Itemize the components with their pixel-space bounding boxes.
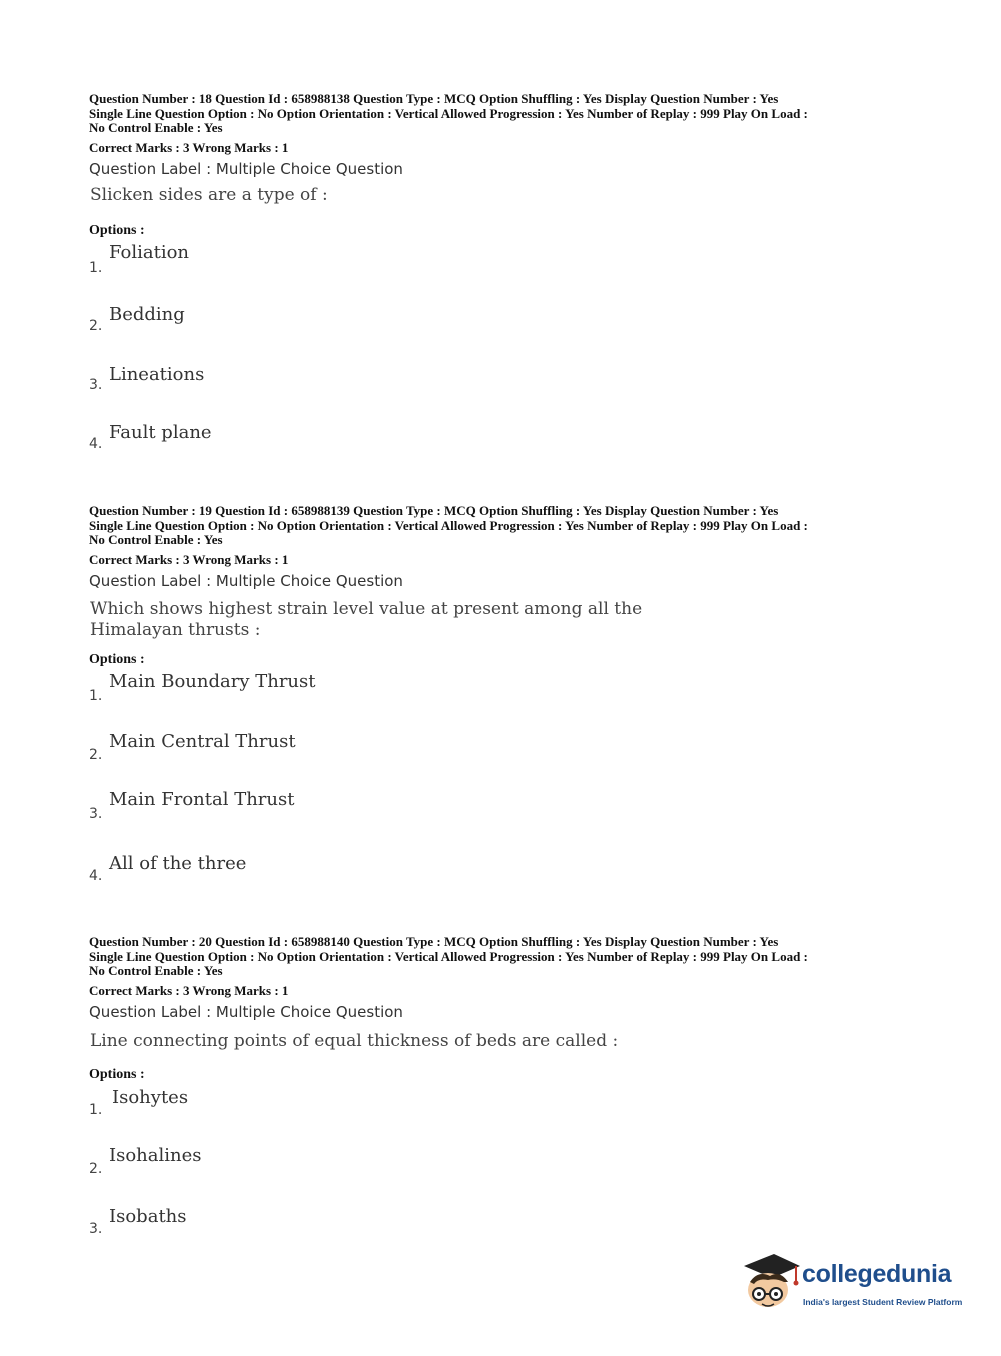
question-label: Question Label : Multiple Choice Question (89, 572, 403, 590)
option-text: Main Boundary Thrust (109, 671, 316, 692)
option-text: Isohytes (112, 1087, 189, 1108)
option-text: Lineations (109, 364, 205, 385)
option-number: 3. (89, 806, 103, 822)
option-text: Bedding (109, 304, 185, 325)
option-number: 3. (89, 1221, 103, 1237)
option-text: Foliation (109, 242, 190, 263)
logo-wordmark: collegedunia (802, 1260, 952, 1288)
option-number: 3. (89, 377, 103, 393)
options-heading: Options : (89, 652, 145, 667)
option-number: 4. (89, 868, 103, 884)
question-text: Line connecting points of equal thickness of beds are called : (90, 1031, 619, 1051)
option-number: 1. (89, 688, 103, 704)
question-meta: Question Number : 19 Question Id : 658988139 Question Type : MCQ Option Shuffling : Yes Display Question Number : Yes Single Line Question Option : No Option Orientation : Vertical Allowed Progression : Yes Number of Replay : 999 Play On Load : No Control Enable : Yes (89, 503, 808, 547)
option-text: Main Frontal Thrust (109, 789, 295, 810)
option-text: Fault plane (109, 422, 212, 443)
option-number: 1. (89, 1102, 103, 1118)
logo-tagline: India's largest Student Review Platform (803, 1297, 963, 1307)
question-marks: Correct Marks : 3 Wrong Marks : 1 (89, 140, 289, 155)
option-text: All of the three (109, 853, 247, 874)
option-number: 2. (89, 747, 103, 763)
question-label: Question Label : Multiple Choice Question (89, 160, 403, 178)
question-text: Which shows highest strain level value at present among all the Himalayan thrusts : (90, 599, 643, 640)
question-meta: Question Number : 20 Question Id : 658988140 Question Type : MCQ Option Shuffling : Yes Display Question Number : Yes Single Line Question Option : No Option Orientation : Vertical Allowed Progression : Yes Number of Replay : 999 Play On Load : No Control Enable : Yes (89, 934, 808, 978)
option-number: 1. (89, 260, 103, 276)
options-heading: Options : (89, 1067, 145, 1082)
question-marks: Correct Marks : 3 Wrong Marks : 1 (89, 983, 289, 998)
option-number: 4. (89, 436, 103, 452)
options-heading: Options : (89, 223, 145, 238)
option-number: 2. (89, 318, 103, 334)
question-marks: Correct Marks : 3 Wrong Marks : 1 (89, 552, 289, 567)
question-text: Slicken sides are a type of : (90, 185, 328, 205)
question-meta: Question Number : 18 Question Id : 658988138 Question Type : MCQ Option Shuffling : Yes Display Question Number : Yes Single Line Question Option : No Option Orientation : Vertical Allowed Progression : Yes Number of Replay : 999 Play On Load : No Control Enable : Yes (89, 91, 808, 135)
question-label: Question Label : Multiple Choice Question (89, 1003, 403, 1021)
option-text: Main Central Thrust (109, 731, 296, 752)
collegedunia-logo[interactable] (740, 1248, 970, 1318)
option-text: Isohalines (109, 1145, 202, 1166)
option-number: 2. (89, 1161, 103, 1177)
mascot-icon (740, 1248, 802, 1318)
option-text: Isobaths (109, 1206, 187, 1227)
